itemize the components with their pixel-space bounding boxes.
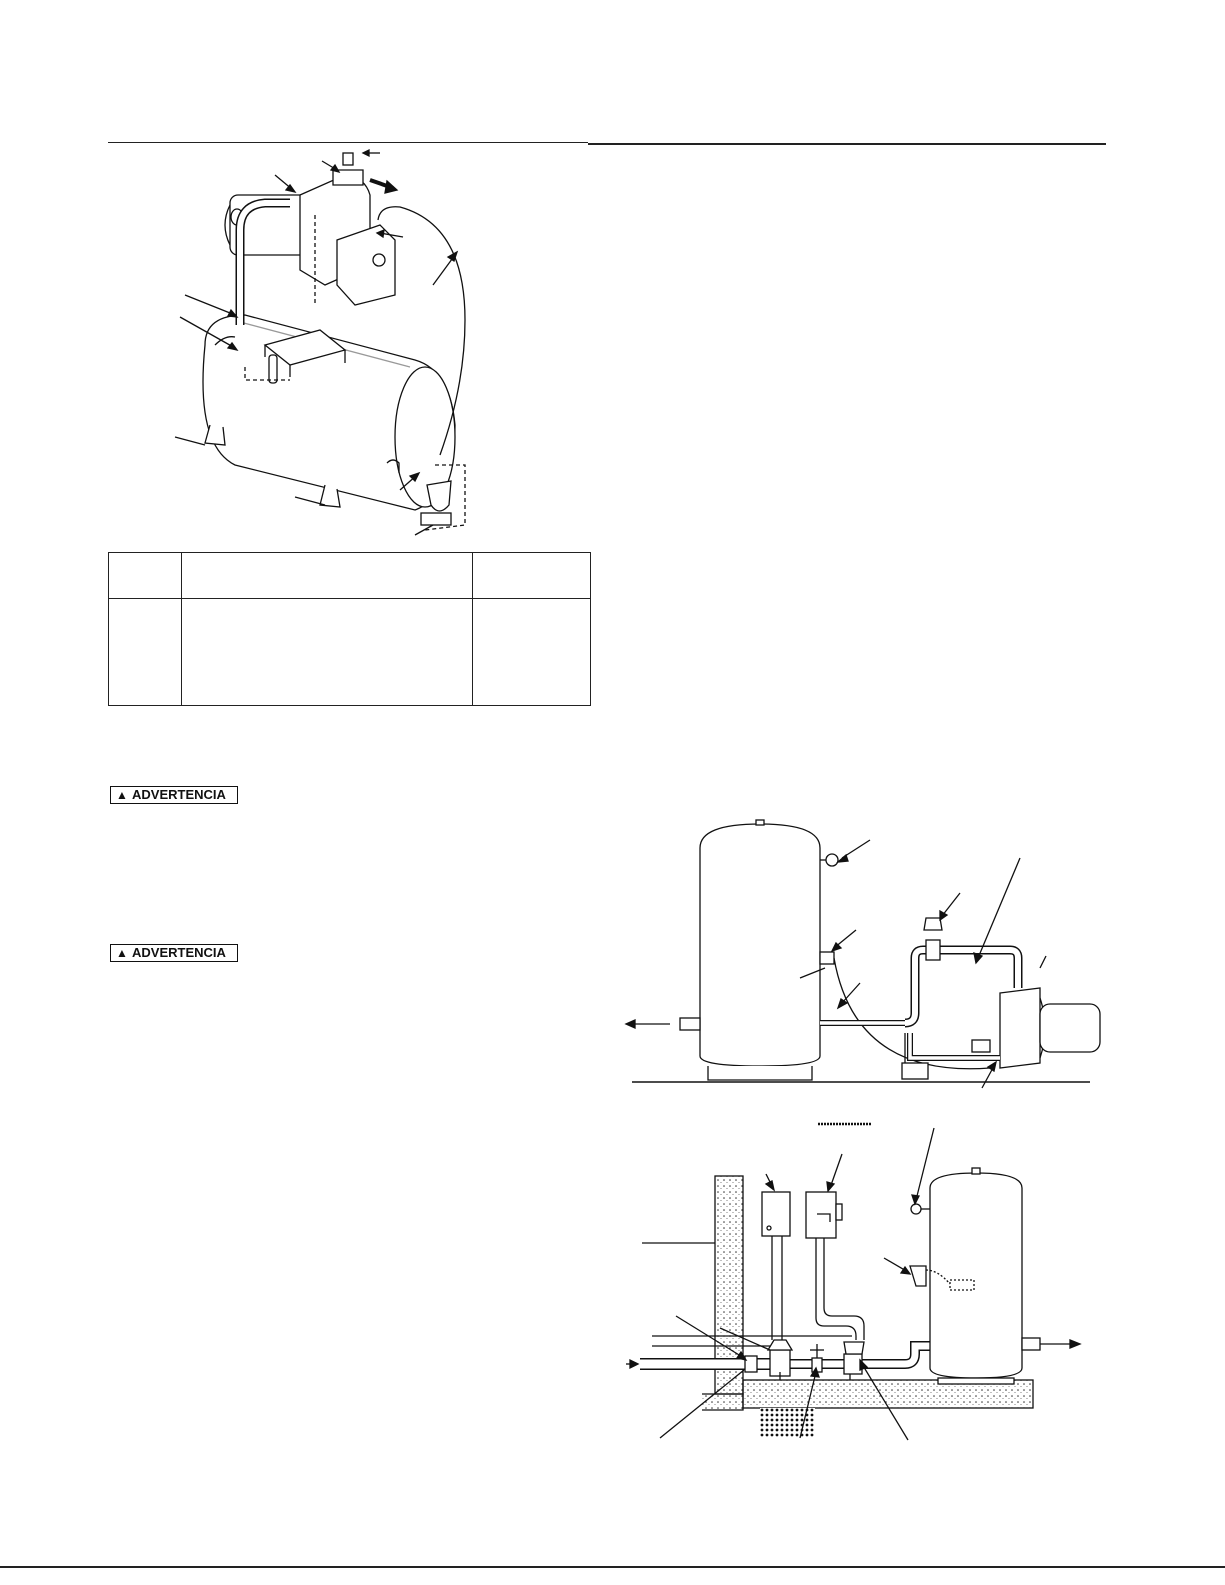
basement-install-figure bbox=[620, 1118, 1110, 1448]
vertical-tank-pump-figure bbox=[620, 818, 1120, 1098]
warning-triangle-icon: ▲ bbox=[116, 946, 128, 960]
table-header-row bbox=[109, 553, 591, 599]
warning-label-text: ADVERTENCIA bbox=[132, 787, 226, 802]
bottom-rule bbox=[0, 1566, 1225, 1568]
tank-assembly-figure bbox=[165, 145, 500, 545]
table-cell bbox=[109, 599, 182, 706]
table-cell bbox=[473, 599, 591, 706]
warning-label bbox=[110, 944, 238, 962]
top-left-rule bbox=[108, 142, 588, 143]
warning-triangle-icon: ▲ bbox=[116, 788, 128, 802]
table-cell bbox=[182, 599, 473, 706]
table-header-cell bbox=[182, 553, 473, 599]
top-right-rule bbox=[588, 143, 1106, 145]
parts-table bbox=[108, 552, 591, 706]
table-header-cell bbox=[109, 553, 182, 599]
table-row bbox=[109, 599, 591, 706]
table-header-cell bbox=[473, 553, 591, 599]
warning-label bbox=[110, 786, 238, 804]
warning-label-text: ADVERTENCIA bbox=[132, 945, 226, 960]
